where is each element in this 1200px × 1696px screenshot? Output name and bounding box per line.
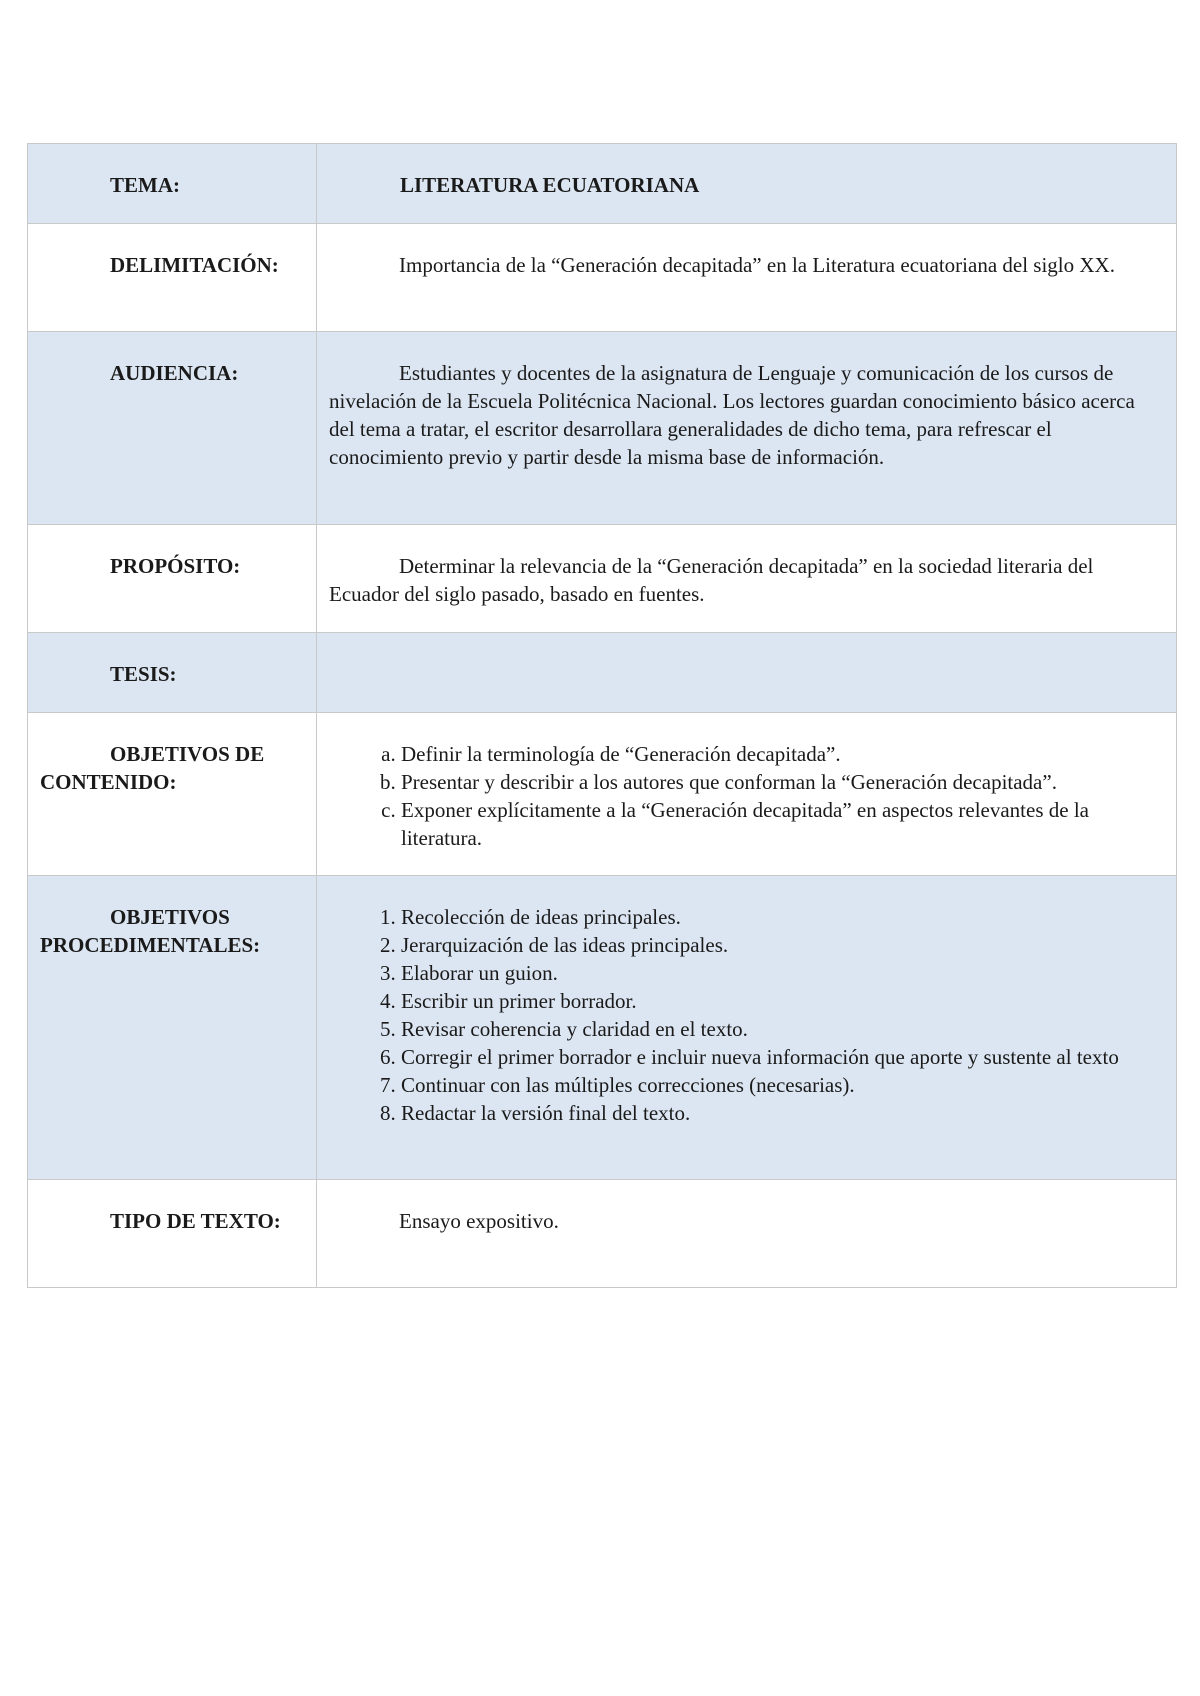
row-label-audiencia: AUDIENCIA: [28, 332, 317, 525]
row-label-objetivos-contenido: OBJETIVOS DE CONTENIDO: [28, 713, 317, 876]
delimitacion-text: Importancia de la “Generación decapitada” en la Literatura ecuatoriana del siglo XX. [399, 253, 1115, 277]
row-label-tipo-de-texto: TIPO DE TEXTO: [28, 1180, 317, 1288]
list-item: 5. Revisar coherencia y claridad en el texto. [401, 1015, 1164, 1043]
table-row-objetivos-contenido [28, 713, 1177, 876]
row-label-proposito: PROPÓSITO: [28, 525, 317, 633]
tipo-de-texto-text: Ensayo expositivo. [399, 1209, 559, 1233]
row-label-tema: TEMA: [28, 144, 317, 224]
list-item: 4. Escribir un primer borrador. [401, 987, 1164, 1015]
table-row-tema [28, 144, 1177, 224]
row-value-objetivos-contenido [317, 713, 1177, 876]
row-label-objetivos-procedimentales: OBJETIVOS PROCEDIMENTALES: [28, 876, 317, 1180]
list-item: a. Definir la terminología de “Generación decapitada”. [401, 740, 1164, 768]
planning-table [27, 143, 1177, 1288]
list-item: 7. Continuar con las múltiples correcciones (necesarias). [401, 1071, 1164, 1099]
row-value-proposito [317, 525, 1177, 633]
row-label-delimitacion: DELIMITACIÓN: [28, 224, 317, 332]
tema-text: LITERATURA ECUATORIANA [400, 173, 700, 197]
row-value-delimitacion [317, 224, 1177, 332]
table-row-objetivos-procedimentales [28, 876, 1177, 1180]
row-value-tipo-de-texto [317, 1180, 1177, 1288]
table-row-audiencia [28, 332, 1177, 525]
table-row-tipo-de-texto [28, 1180, 1177, 1288]
table-row-delimitacion [28, 224, 1177, 332]
row-value-audiencia [317, 332, 1177, 525]
table-row-tesis [28, 633, 1177, 713]
row-value-tema [317, 144, 1177, 224]
row-value-tesis [317, 633, 1177, 713]
objetivos-contenido-list [329, 740, 1164, 852]
list-item: 1. Recolección de ideas principales. [401, 903, 1164, 931]
proposito-text: Determinar la relevancia de la “Generación decapitada” en la sociedad literaria del Ecuador del siglo pasado, basado en fuentes. [329, 554, 1094, 606]
audiencia-text: Estudiantes y docentes de la asignatura de Lenguaje y comunicación de los cursos de nivelación de la Escuela Politécnica Nacional. Los lectores guardan conocimiento básico acerca del tema a tratar, el escritor desarrollara generalidades de dicho tema, para refrescar el conocimiento previo y partir desde la misma base de información. [329, 361, 1135, 469]
row-label-tesis: TESIS: [28, 633, 317, 713]
list-item: 2. Jerarquización de las ideas principales. [401, 931, 1164, 959]
list-item: 3. Elaborar un guion. [401, 959, 1164, 987]
list-item: 8. Redactar la versión final del texto. [401, 1099, 1164, 1127]
table-row-proposito [28, 525, 1177, 633]
list-item: b. Presentar y describir a los autores que conforman la “Generación decapitada”. [401, 768, 1164, 796]
objetivos-procedimentales-list [329, 903, 1164, 1127]
list-item: c. Exponer explícitamente a la “Generación decapitada” en aspectos relevantes de la literatura. [401, 796, 1164, 852]
row-value-objetivos-procedimentales [317, 876, 1177, 1180]
list-item: 6. Corregir el primer borrador e incluir nueva información que aporte y sustente al texto [401, 1043, 1164, 1071]
